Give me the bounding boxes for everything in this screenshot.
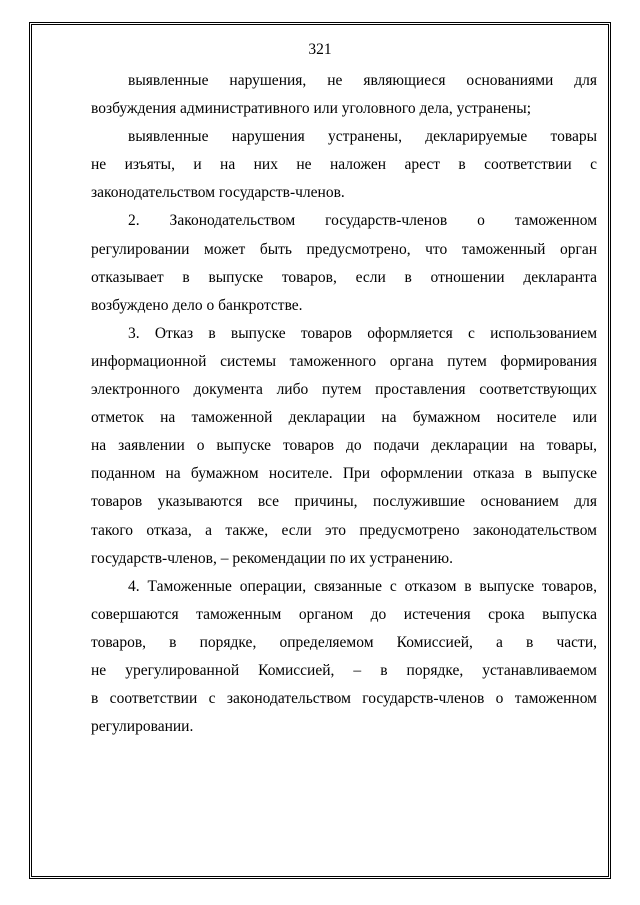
text-line: законодательством государств-членов. [91, 184, 345, 202]
text-line: не урегулированной Комиссией, – в порядке, устанавливаемом [91, 661, 597, 679]
text-line: информационной системы таможенного органа путем формирования [91, 352, 597, 370]
text-line: возбуждения административного или уголовного дела, устранены; [91, 100, 532, 118]
paragraph-5 [91, 573, 597, 742]
text-line: совершаются таможенным органом до истечения срока выпуска [91, 605, 597, 623]
text-line: товаров указываются все причины, послужившие основанием для [91, 493, 597, 511]
text-line: 2. Законодательством государств-членов о таможенном [128, 212, 597, 230]
paragraph-4 [91, 320, 597, 573]
page-frame [29, 22, 611, 879]
text-line: товаров, в порядке, определяемом Комиссией, а в части, [91, 633, 597, 651]
text-line: государств-членов, – рекомендации по их устранению. [91, 549, 453, 567]
text-line: отметок на таможенной декларации на бумажном носителе или [91, 409, 597, 427]
text-line: 4. Таможенные операции, связанные с отказом в выпуске товаров, [128, 577, 597, 595]
text-line: такого отказа, а также, если это предусмотрено законодательством [91, 521, 597, 539]
text-line: регулировании. [91, 718, 194, 736]
text-line: возбуждено дело о банкротстве. [91, 296, 303, 314]
text-line: отказывает в выпуске товаров, если в отношении декларанта [91, 268, 597, 286]
text-line: выявленные нарушения, не являющиеся основаниями для [128, 72, 597, 89]
paragraph-3 [91, 207, 597, 319]
text-line: электронного документа либо путем проставления соответствующих [91, 381, 597, 399]
text-line: 3. Отказ в выпуске товаров оформляется с использованием [128, 324, 597, 342]
text-line: не изъяты, и на них не наложен арест в соответствии с [91, 156, 597, 174]
paragraph-2 [91, 123, 597, 207]
paragraph-1 [91, 67, 597, 123]
text-line: на заявлении о выпуске товаров до подачи декларации на товары, [91, 437, 597, 455]
text-line: поданном на бумажном носителе. При оформлении отказа в выпуске [91, 465, 597, 483]
text-line: в соответствии с законодательством государств-членов о таможенном [91, 690, 597, 708]
text-line: выявленные нарушения устранены, декларируемые товары [128, 128, 597, 146]
page-number: 321 [308, 41, 332, 58]
document-body [91, 67, 597, 741]
text-line: регулировании может быть предусмотрено, что таможенный орган [91, 240, 597, 258]
